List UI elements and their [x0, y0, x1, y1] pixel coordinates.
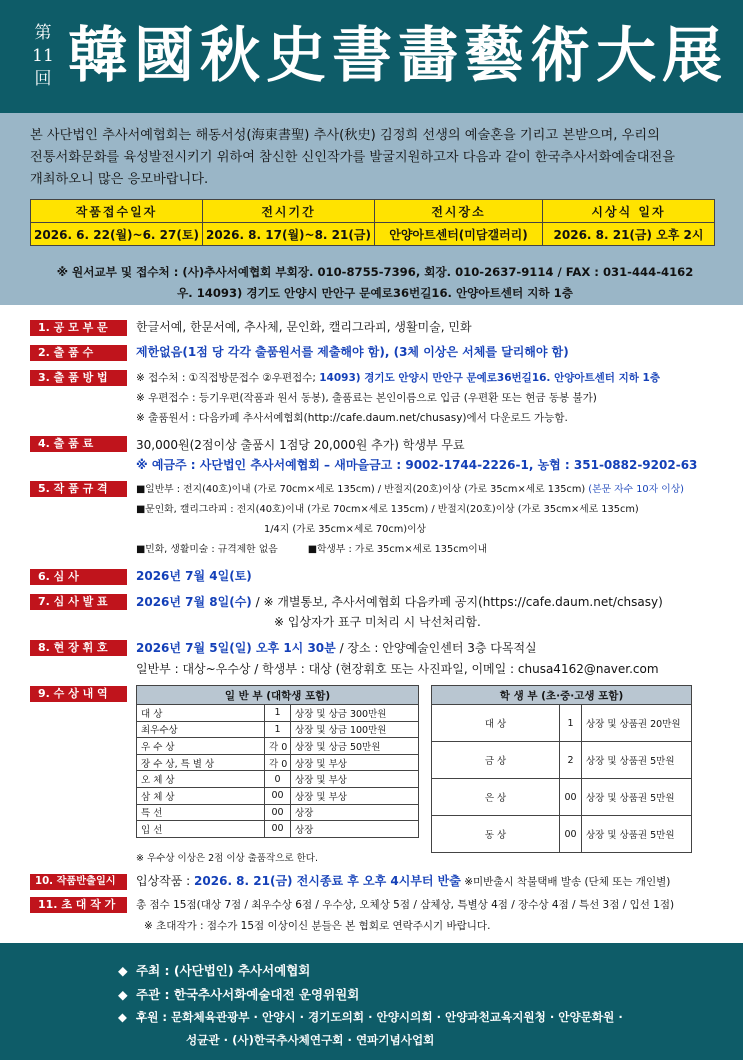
awards-general-header-row: [137, 686, 419, 705]
award-prize: 상장 및 상금 300만원: [291, 705, 419, 722]
footer-host-text: 주최 : (사단법인) 추사서예협회: [136, 963, 311, 978]
table-row: [432, 816, 692, 853]
section-label: 6. 심 사: [30, 569, 127, 585]
section-label: 5. 작 품 규 격: [30, 481, 127, 497]
awards-student-header-row: [432, 686, 692, 705]
submission-note: [30, 262, 720, 304]
award-prize: 상장: [291, 821, 419, 838]
schedule-table: [30, 199, 715, 246]
size-line: [136, 480, 730, 500]
footer-banner: [0, 943, 743, 1060]
award-name: 우 수 상: [137, 738, 265, 755]
announce-method: / ※ 개별통보, 추사서예협회 다음카페 공지(https://cafe.daum.net/chsasy): [251, 595, 663, 609]
section-label: 4. 출 품 료: [30, 436, 127, 452]
award-name: 삼 체 상: [137, 787, 265, 804]
table-row: [137, 821, 419, 838]
award-name: 입 선: [137, 821, 265, 838]
section-text: [136, 592, 730, 632]
announce-line: [136, 592, 730, 612]
award-name: 대 상: [137, 705, 265, 722]
section-text: 제한없음(1점 당 각각 출품원서를 제출해야 함), (3체 이상은 서체를 달리해야 함): [136, 345, 569, 359]
announce-date: 2026년 7월 8일(수): [136, 595, 252, 609]
award-count: 1: [265, 721, 291, 738]
size-student: ■학생부 : 가로 35cm×세로 135cm이내: [307, 544, 488, 555]
method-form: ※ 출품원서 : 다음카페 추사서예협회(http://cafe.daum.net/chusasy)에서 다운로드 가능함.: [136, 412, 568, 424]
section-label: 11. 초 대 작 가: [30, 897, 127, 913]
size-general: ■일반부 : 전지(40호)이내 (가로 70cm×세로 135cm) / 반절지(20호)이상 (가로 35cm×세로 135cm): [136, 484, 589, 495]
section-label: 8. 현 장 휘 호: [30, 640, 127, 656]
schedule-value: 2026. 8. 21(금) 오후 2시: [543, 223, 715, 246]
section-label: 1. 공 모 부 문: [30, 320, 127, 336]
award-prize: 상장 및 상품권 5만원: [582, 779, 692, 816]
edition-suffix: 回: [34, 69, 52, 89]
award-prize: 상장 및 상품권 5만원: [582, 816, 692, 853]
schedule-header: 시상식 일자: [543, 200, 715, 223]
award-count: 0: [265, 771, 291, 788]
return-note: ※미반출시 착불택배 발송 (단체 또는 개인별): [460, 876, 671, 888]
schedule-header-row: [31, 200, 715, 223]
section-text: [136, 638, 730, 680]
intro-text: [30, 125, 720, 191]
schedule-value: 2026. 6. 22(월)~6. 27(토): [31, 223, 203, 246]
fee-bank-account: ※ 예금주 : 사단법인 추사서예협회 – 새마을금고 : 9002-1744-2226-1, 농협 : 351-0882-9202-63: [136, 458, 698, 472]
award-count: 1: [560, 705, 582, 742]
table-row: [137, 804, 419, 821]
section-label: 7. 심 사 발 표: [30, 594, 127, 610]
header-banner: [0, 0, 743, 113]
footer-sponsor: [118, 1009, 623, 1025]
award-name: 대 상: [432, 705, 560, 742]
table-row: [137, 705, 419, 722]
award-count: 각 0: [265, 738, 291, 755]
award-name: 특 선: [137, 804, 265, 821]
award-name: 금 상: [432, 742, 560, 779]
award-prize: 상장 및 부상: [291, 787, 419, 804]
awards-note: ※ 우수상 이상은 2점 이상 출품작으로 한다.: [136, 853, 318, 864]
onsite-detail: 일반부 : 대상~우수상 / 학생부 : 대상 (현장휘호 또는 사진파일, 이메일 : chusa4162@naver.com: [136, 662, 659, 676]
section-label: 10. 작품반출일시: [30, 874, 127, 890]
onsite-datetime: 2026년 7월 5일(일) 오후 1시 30분: [136, 641, 336, 655]
submission-contact: ※ 원서교부 및 접수처 : (사)추사서예협회 부회장. 010-8755-7396, 회장. 010-2637-9114 / FAX : 031-444-4162: [56, 265, 694, 279]
award-count: 00: [265, 804, 291, 821]
awards-general-header: 일 반 부 (대학생 포함): [137, 686, 419, 705]
schedule-value: 안양아트센터(미담갤러리): [375, 223, 543, 246]
section-text: 한글서예, 한문서예, 추사체, 문인화, 캘리그라피, 생활미술, 민화: [136, 320, 472, 334]
return-prefix: 입상작품 :: [136, 874, 195, 888]
invited-note: ※ 초대작가 : 점수가 15점 이상이신 분들은 본 협회로 연락주시기 바랍니다.: [144, 920, 491, 932]
intro-line: 전통서화문화를 육성발전시키기 위하여 참신한 신인작가를 발굴지원하고자 다음과 같이 한국추사서화예술대전을: [30, 150, 676, 165]
footer-organizer: [118, 985, 359, 1003]
section-label: 2. 출 품 수: [30, 345, 127, 361]
award-count: 2: [560, 742, 582, 779]
table-row: [137, 771, 419, 788]
submission-address: 우. 14093) 경기도 안양시 만안구 문예로36번길16. 안양아트센터 지하 1층: [177, 286, 573, 300]
edition-label: [30, 22, 56, 91]
page-title: 韓國秋史書畵藝術大展: [68, 21, 728, 91]
award-prize: 상장 및 상품권 5만원: [582, 742, 692, 779]
table-row: [137, 754, 419, 771]
award-prize: 상장 및 상품권 20만원: [582, 705, 692, 742]
intro-line: 개최하오니 많은 응모바랍니다.: [30, 172, 209, 187]
award-name: 최우수상: [137, 721, 265, 738]
section-text: [136, 435, 730, 475]
section-text: 2026년 7월 4일(토): [136, 569, 252, 583]
method-address: 14093) 경기도 안양시 만안구 문예로36번길16. 안양아트센터 지하 1층: [319, 372, 660, 384]
size-literati: ■문인화, 캘리그라피 : 전지(40호)이내 (가로 70cm×세로 135cm) / 반절지(20호)이상 (가로 35cm×세로 135cm): [136, 504, 639, 515]
diamond-icon: ◆: [118, 987, 128, 1002]
method-mail: ※ 우편접수 : 등기우편(작품과 원서 동봉), 출품료는 본인이름으로 입금 (우편환 또는 현금 동봉 불가): [136, 392, 597, 404]
onsite-line: [136, 638, 730, 659]
size-general-note: (본문 자수 10자 이상): [588, 484, 684, 495]
section-text: [136, 480, 730, 560]
award-name: 동 상: [432, 816, 560, 853]
award-prize: 상장: [291, 804, 419, 821]
method-line: [136, 368, 730, 388]
section-label: 9. 수 상 내 역: [30, 686, 127, 702]
schedule-value-row: [31, 223, 715, 246]
award-count: 00: [560, 779, 582, 816]
fee-amount: 30,000원(2점이상 출품시 1점당 20,000원 추가) 학생부 무료: [136, 438, 465, 452]
award-count: 1: [265, 705, 291, 722]
award-name: 은 상: [432, 779, 560, 816]
awards-student-table: [431, 685, 692, 853]
edition-prefix: 第: [34, 23, 52, 43]
schedule-value: 2026. 8. 17(월)~8. 21(금): [203, 223, 375, 246]
footer-sponsor-text: 후원 : 문화체육관광부 · 안양시 · 경기도의회 · 안양시의회 · 안양과천교육지원청 · 안양문화원 ·: [136, 1010, 623, 1024]
awards-student-header: 학 생 부 (초·중·고생 포함): [432, 686, 692, 705]
table-row: [137, 738, 419, 755]
size-literati-quarter: 1/4지 (가로 35cm×세로 70cm)이상: [264, 524, 427, 535]
return-datetime: 2026. 8. 21(금) 전시종료 후 오후 4시부터 반출: [194, 874, 461, 888]
announce-note: ※ 입상자가 표구 미처리 시 낙선처리함.: [274, 615, 481, 629]
method-intake: ※ 접수처 : ①직접방문접수 ②우편접수;: [136, 372, 320, 384]
onsite-place: / 장소 : 안양예술인센터 3층 다목적실: [335, 641, 537, 655]
award-name: 오 체 상: [137, 771, 265, 788]
table-row: [432, 779, 692, 816]
diamond-icon: ◆: [118, 1010, 127, 1024]
award-prize: 상장 및 상금 100만원: [291, 721, 419, 738]
schedule-header: 전시기간: [203, 200, 375, 223]
award-prize: 상장 및 부상: [291, 771, 419, 788]
table-row: [137, 787, 419, 804]
award-count: 00: [265, 787, 291, 804]
intro-line: 본 사단법인 추사서예협회는 해동서성(海東書聖) 추사(秋史) 김정희 선생의 예술혼을 기리고 본받으며, 우리의: [30, 128, 660, 143]
award-prize: 상장 및 상금 50만원: [291, 738, 419, 755]
diamond-icon: ◆: [118, 963, 128, 978]
section-text: [136, 872, 730, 892]
edition-number: 11: [32, 46, 54, 66]
table-row: [137, 721, 419, 738]
award-name: 장 수 상, 특 별 상: [137, 754, 265, 771]
table-row: [432, 705, 692, 742]
award-count: 각 0: [265, 754, 291, 771]
section-text: [136, 895, 730, 937]
invited-points: 총 점수 15점(대상 7점 / 최우수상 6점 / 우수상, 오체상 5점 / 삼체상, 특별상 4점 / 장수상 4점 / 특선 3점 / 입선 1점): [136, 899, 675, 911]
size-line: [136, 540, 730, 560]
section-text: [136, 368, 730, 428]
schedule-header: 작품접수일자: [31, 200, 203, 223]
schedule-header: 전시장소: [375, 200, 543, 223]
award-prize: 상장 및 부상: [291, 754, 419, 771]
footer-organizer-text: 주관 : 한국추사서화예술대전 운영위원회: [136, 987, 360, 1002]
size-folk: ■민화, 생활미술 : 규격제한 없음: [136, 544, 278, 555]
section-label: 3. 출 품 방 법: [30, 370, 127, 386]
footer-host: [118, 961, 310, 979]
award-count: 00: [560, 816, 582, 853]
awards-general-table: [136, 685, 419, 838]
table-row: [432, 742, 692, 779]
award-count: 00: [265, 821, 291, 838]
footer-sponsor-continued: 성균관 · (사)한국추사체연구회 · 연파기념사업회: [186, 1033, 435, 1047]
